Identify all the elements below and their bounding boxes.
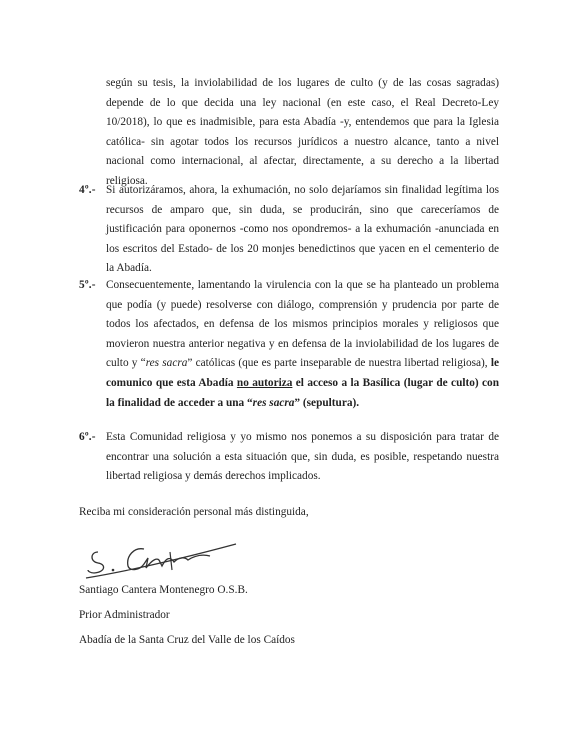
paragraph-4-number: 4º.-: [79, 184, 96, 196]
paragraph-6-number: 6º.-: [79, 431, 96, 443]
p5-text-a: Consecuentemente, lamentando la virulencia con la que se ha planteado un problema que podía (y puede) resolverse con diálogo, comprensión y prudencia por parte de todos los afectados, en defensa de los mismos principios morales y religiosos que movieron nuestra anterior negativa y en defensa de la inviolabilidad de los lugares de culto y “: [106, 279, 499, 370]
signature-icon: [84, 522, 244, 582]
closing-salutation: Reciba mi consideración personal más distinguida,: [79, 506, 309, 518]
paragraph-5: [106, 276, 499, 413]
p5-res-sacra-bold: res sacra: [252, 396, 295, 409]
signer-title: Prior Administrador: [79, 609, 170, 621]
signer-name: Santiago Cantera Montenegro O.S.B.: [79, 584, 248, 596]
paragraph-5-number: 5º.-: [79, 279, 96, 291]
paragraph-4: [106, 181, 499, 279]
paragraph-5-text: [106, 276, 499, 413]
p5-res-sacra: res sacra: [145, 357, 188, 370]
p5-bold-a: le comunico que esta Abadía: [106, 357, 500, 389]
intro-text: según su tesis, la inviolabilidad de los lugares de culto (y de las cosas sagradas) depende de lo que decida una ley nacional (en este caso, el Real Decreto-Ley 10/2018), lo que es inadmisible, para esta Abadía -y, entendemos que para la Iglesia católica- sin agotar todos los recursos jurídicos a nuestro alcance, tanto a nivel nacional como internacional, al afectar, directamente, a su derecho a la libertad religiosa.: [106, 77, 499, 187]
signer-organization: Abadía de la Santa Cruz del Valle de los Caídos: [79, 634, 295, 646]
paragraph-6-text: Esta Comunidad religiosa y yo mismo nos ponemos a su disposición para tratar de encontrar una solución a esta situación que, sin duda, es posible, respetando nuestra libertad religiosa y demás derechos implicados.: [106, 431, 499, 483]
paragraph-6: [106, 428, 499, 487]
intro-paragraph: [106, 74, 499, 192]
p5-bold-b: el acceso a la Basílica (lugar de culto) con la finalidad de acceder a una “: [106, 376, 499, 409]
paragraph-4-text: Si autorizáramos, ahora, la exhumación, no solo dejaríamos sin finalidad legítima los recursos de amparo que, sin duda, se producirán, sino que careceríamos de justificación para oponernos -como nos opondremos- a la exhumación -anunciada en los escritos del Estado- de los 20 monjes benedictinos que yacen en el cementerio de la Abadía.: [106, 184, 499, 275]
p5-no-autoriza: no autoriza: [236, 376, 293, 389]
p5-text-b: ” católicas (que es parte inseparable de nuestra libertad religiosa),: [187, 357, 491, 370]
p5-bold-c: ” (sepultura).: [294, 396, 360, 409]
